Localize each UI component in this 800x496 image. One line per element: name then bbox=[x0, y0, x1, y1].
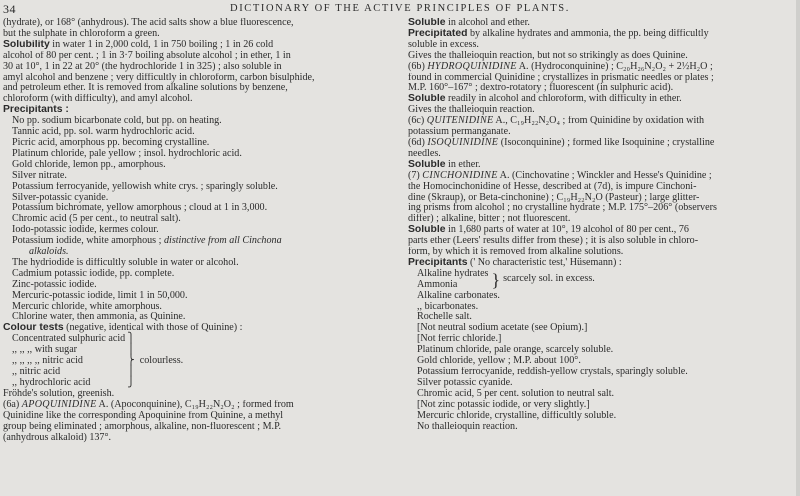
soluble-line bbox=[408, 18, 796, 29]
list-item: scarcely sol. in excess. bbox=[503, 273, 595, 285]
list-item: [Not zinc potassic iodide, or very slightly.] bbox=[417, 399, 590, 410]
precipitated-line bbox=[408, 29, 796, 40]
section-heading: Colour tests bbox=[3, 323, 64, 334]
list-item: The hydriodide is difficultly soluble in water or alcohol. bbox=[12, 257, 239, 268]
text-span: in alcohol and ether. bbox=[445, 18, 530, 28]
entry-number: (6b) bbox=[408, 61, 428, 72]
text-line: alcohol of 80 per cent. ; 1 in 3·7 boiling absolute alcohol ; in ether, 1 in bbox=[3, 50, 291, 61]
list-item: Platinum chloride, pale orange, scarcely soluble. bbox=[417, 345, 614, 356]
list-item: ,, hydrochloric acid bbox=[12, 377, 91, 388]
colourless-label: colourless. bbox=[139, 355, 184, 367]
list-item: Potassium bichromate, yellow amorphous ; cloud at 1 in 3,000. bbox=[12, 203, 268, 214]
text-line: amyl alcohol and benzene ; very difficultly in chloroform, carbon bisulphide, bbox=[3, 72, 315, 83]
list-item bbox=[3, 236, 391, 247]
page-header bbox=[0, 2, 800, 18]
text-span: (Isoconquinine) ; formed like Isoquinine ; crystalline bbox=[498, 137, 715, 148]
text-span: Potassium iodide, white amorphous ; bbox=[12, 236, 164, 247]
list-item: Silver nitrate. bbox=[12, 170, 67, 181]
entry-number: (6c) bbox=[408, 116, 427, 127]
entry-number: (7) bbox=[408, 170, 423, 181]
colour-tests-group bbox=[3, 334, 391, 389]
page-edge bbox=[796, 0, 800, 496]
text-line: (anhydrous alkaloid) 137°. bbox=[3, 432, 112, 443]
entry-heading bbox=[408, 116, 796, 127]
list-item: Zinc-potassic iodide. bbox=[12, 279, 97, 290]
list-item: Chromic acid (5 per cent., to neutral salt). bbox=[12, 214, 181, 225]
soluble-line bbox=[408, 225, 796, 236]
list-item: Silver potassic cyanide. bbox=[417, 377, 513, 388]
text-span: by alkaline hydrates and ammonia, the pp. being difficultly bbox=[467, 28, 709, 39]
text-line: Gives the thalleioquin reaction. bbox=[408, 105, 535, 116]
text-line: Gives the thalleioquin reaction, but not so strikingly as does Quinine. bbox=[408, 50, 688, 61]
list-item: Gold chloride, yellow ; M.P. about 100°. bbox=[417, 356, 581, 367]
list-item: Alkaline carbonates. bbox=[417, 290, 500, 301]
entry-number: (6d) bbox=[408, 137, 428, 148]
list-item: Mercuric chloride, crystalline, difficultly soluble. bbox=[417, 410, 617, 421]
list-item: Mercuric-potassic iodide, limit 1 in 50,000. bbox=[12, 290, 188, 301]
text-line: form, by which it is removed from alkaline solutions. bbox=[408, 247, 624, 258]
text-line: found in commercial Quinidine ; crystallizes in prismatic needles or plates ; bbox=[408, 72, 714, 83]
text-line: (hydrate), or 168° (anhydrous). The acid salts show a blue fluorescence, bbox=[3, 18, 294, 28]
soluble-line bbox=[408, 94, 796, 105]
list-item: ,, bicarbonates. bbox=[417, 301, 479, 312]
running-title: DICTIONARY OF THE ACTIVE PRINCIPLES OF PLANTS. bbox=[230, 3, 570, 14]
text-span: (' No characteristic test,' Hüsemann) : bbox=[467, 257, 622, 268]
list-item: Iodo-potassic iodide, kermes colour. bbox=[12, 225, 159, 236]
list-item: [Not ferric chloride.] bbox=[417, 334, 502, 345]
text-line: Fröhde's solution, greenish. bbox=[3, 388, 115, 399]
list-item: Potassium ferrocyanide, reddish-yellow crystals, sparingly soluble. bbox=[417, 367, 688, 377]
precipitants-line bbox=[408, 258, 796, 269]
list-item: No thalleioquin reaction. bbox=[417, 421, 518, 432]
entry-heading bbox=[408, 171, 796, 182]
list-item: No pp. sodium bicarbonate cold, but pp. on heating. bbox=[12, 116, 222, 127]
italic-note: alkaloids. bbox=[29, 247, 69, 258]
entry-title: CINCHONIDINE bbox=[422, 170, 498, 181]
list-item: Tannic acid, pp. sol. warm hydrochloric acid. bbox=[12, 127, 195, 138]
colour-tests-paragraph bbox=[3, 323, 391, 334]
left-column bbox=[3, 18, 391, 443]
list-item: Chromic acid, 5 per cent. solution to neutral salt. bbox=[417, 388, 615, 399]
text-line: group being eliminated ; amorphous, alkaline, non-fluorescent ; M.P. bbox=[3, 421, 282, 432]
entry-heading bbox=[408, 62, 796, 73]
text-line: 30 at 10°, 1 in 22 at 20° (the hydrochloride 1 in 325) ; also soluble in bbox=[3, 61, 282, 72]
text-line: parts ether (Leers' results differ from these) ; it is also soluble in chloro- bbox=[408, 236, 699, 247]
entry-title: ISOQUINIDINE bbox=[427, 137, 499, 148]
list-item: Potassium ferrocyanide, yellowish white crys. ; sparingly soluble. bbox=[12, 181, 278, 192]
list-item: ,, ,, ,, with sugar bbox=[12, 345, 78, 356]
entry-heading bbox=[3, 400, 391, 411]
entry-number: (6a) bbox=[3, 399, 22, 410]
section-heading: Precipitated bbox=[408, 28, 468, 39]
entry-title: QUITENIDINE bbox=[426, 116, 494, 127]
text-line: needles. bbox=[408, 148, 441, 159]
list-item: Concentrated sulphuric acid bbox=[12, 334, 126, 345]
text-line: but the sulphate in chloroform a green. bbox=[3, 28, 160, 39]
text-span: A., C₁₉H₂₂N₂O₄ ; from Quinidine by oxidation with bbox=[493, 116, 705, 127]
text-line: ing prisms from alcohol ; no crystalline hydrate ; M.P. 175°–206° (observers bbox=[408, 203, 717, 214]
list-item: Picric acid, amorphous pp. becoming crystalline. bbox=[12, 137, 210, 148]
list-item: [Not neutral sodium acetate (see Opium).] bbox=[417, 323, 588, 334]
hydrates-list bbox=[408, 269, 488, 291]
list-item: Cadmium potassic iodide, pp. complete. bbox=[12, 268, 175, 279]
list-item: Gold chloride, lemon pp., amorphous. bbox=[12, 159, 166, 170]
entry-title: HYDROQUINIDINE bbox=[427, 61, 517, 72]
text-line: soluble in excess. bbox=[408, 39, 479, 50]
section-heading: Soluble bbox=[408, 225, 446, 236]
list-item: Chlorine water, then ammonia, as Quinine. bbox=[12, 312, 186, 323]
section-heading: Solubility bbox=[3, 39, 50, 50]
brace-glyph: } bbox=[491, 269, 501, 290]
text-span: readily in alcohol and chloroform, with difficulty in ether. bbox=[445, 94, 682, 105]
entry-title: APOQUINIDINE bbox=[21, 399, 97, 410]
text-line: M.P. 160°–167° ; dextro-rotatory ; fluorescent (in sulphuric acid). bbox=[408, 83, 674, 94]
right-column bbox=[408, 18, 796, 432]
text-line: differ) ; alkaline, bitter ; not fluorescent. bbox=[408, 214, 571, 225]
text-line: chloroform (with difficulty), and amyl alcohol. bbox=[3, 94, 193, 105]
section-heading: Soluble bbox=[408, 159, 446, 170]
text-line: Quinidine like the corresponding Apoquinine from Quinine, a methyl bbox=[3, 410, 284, 421]
list-item: ,, nitric acid bbox=[12, 367, 61, 377]
list-item: Rochelle salt. bbox=[417, 312, 472, 323]
solubility-paragraph bbox=[3, 40, 391, 51]
section-heading: Precipitants : bbox=[3, 105, 69, 116]
text-line: dine (Skraup), or Beta-cinchonine) ; C₁₉H₂₂N₂O (Pasteur) ; large glitter- bbox=[408, 192, 700, 203]
section-heading: Soluble bbox=[408, 18, 446, 28]
section-heading: Precipitants bbox=[408, 257, 468, 268]
text-span: (negative, identical with those of Quinine) : bbox=[63, 323, 243, 334]
list-item: ,, ,, ,, ,, nitric acid bbox=[12, 356, 83, 367]
list-item: Silver-potassic cyanide. bbox=[12, 192, 109, 203]
text-span: in water 1 in 2,000 cold, 1 in 750 boiling ; 1 in 26 cold bbox=[49, 39, 274, 50]
italic-note: distinctive from all Cinchona bbox=[163, 236, 282, 247]
hydrates-group bbox=[408, 269, 796, 291]
text-line: the Homocinchonidine of Hesse, described at (7d), is impure Cinchoni- bbox=[408, 181, 697, 192]
text-span: in 1,680 parts of water at 10°, 19 alcohol of 80 per cent., 76 bbox=[445, 225, 689, 236]
text-span: A. (Hydroconquinine) ; C₂₀H₂₆N₂O₂ + 2½H₂O ; bbox=[516, 61, 713, 72]
colour-tests-list bbox=[3, 334, 125, 389]
page-number: 34 bbox=[3, 2, 16, 16]
entry-heading bbox=[408, 138, 796, 149]
soluble-line bbox=[408, 160, 796, 171]
text-span: in ether. bbox=[445, 159, 481, 170]
list-item: Ammonia bbox=[417, 279, 458, 290]
section-heading: Soluble bbox=[408, 94, 446, 105]
list-item: Platinum chloride, pale yellow ; insol. hydrochloric acid. bbox=[12, 148, 242, 159]
text-line: potassium permanganate. bbox=[408, 127, 511, 138]
text-span: A. (Cinchovatine ; Winckler and Hesse's Quinidine ; bbox=[497, 170, 712, 181]
brace-glyph: ⎫ ⎪ ⎬ ⎪ ⎭ bbox=[127, 333, 135, 388]
list-item: Mercuric chloride, white amorphous. bbox=[12, 301, 162, 312]
text-line: and petroleum ether. It is removed from alkaline solutions by benzene, bbox=[3, 83, 288, 94]
list-item: Alkaline hydrates bbox=[417, 268, 489, 279]
text-span: A. (Apoconquinine), C₁₉H₂₂N₂O₂ ; formed from bbox=[96, 399, 294, 410]
